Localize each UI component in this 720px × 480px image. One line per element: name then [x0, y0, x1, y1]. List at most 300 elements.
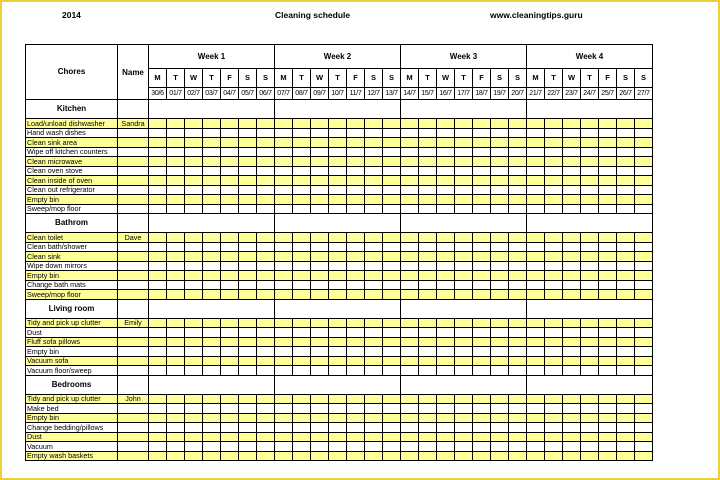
schedule-check-cell[interactable]: [365, 356, 383, 366]
schedule-check-cell[interactable]: [311, 280, 329, 290]
schedule-check-cell[interactable]: [383, 366, 401, 376]
schedule-check-cell[interactable]: [221, 290, 239, 300]
schedule-check-cell[interactable]: [203, 195, 221, 205]
schedule-check-cell[interactable]: [167, 318, 185, 328]
schedule-check-cell[interactable]: [437, 413, 455, 423]
schedule-check-cell[interactable]: [491, 432, 509, 442]
schedule-check-cell[interactable]: [455, 328, 473, 338]
schedule-check-cell[interactable]: [563, 185, 581, 195]
schedule-check-cell[interactable]: [527, 147, 545, 157]
schedule-check-cell[interactable]: [185, 119, 203, 129]
schedule-check-cell[interactable]: [185, 328, 203, 338]
assignee-cell[interactable]: [118, 413, 149, 423]
assignee-cell[interactable]: [118, 347, 149, 357]
schedule-check-cell[interactable]: [185, 356, 203, 366]
schedule-check-cell[interactable]: [419, 176, 437, 186]
schedule-check-cell[interactable]: [473, 138, 491, 148]
schedule-check-cell[interactable]: [149, 128, 167, 138]
schedule-check-cell[interactable]: [203, 280, 221, 290]
schedule-check-cell[interactable]: [455, 119, 473, 129]
schedule-check-cell[interactable]: [275, 432, 293, 442]
schedule-check-cell[interactable]: [239, 233, 257, 243]
schedule-check-cell[interactable]: [365, 366, 383, 376]
schedule-check-cell[interactable]: [257, 337, 275, 347]
schedule-check-cell[interactable]: [185, 128, 203, 138]
schedule-check-cell[interactable]: [509, 147, 527, 157]
chore-label[interactable]: Hand wash dishes: [26, 128, 118, 138]
schedule-check-cell[interactable]: [635, 204, 653, 214]
schedule-check-cell[interactable]: [311, 128, 329, 138]
schedule-check-cell[interactable]: [617, 423, 635, 433]
schedule-check-cell[interactable]: [527, 423, 545, 433]
schedule-check-cell[interactable]: [257, 413, 275, 423]
schedule-check-cell[interactable]: [329, 413, 347, 423]
schedule-check-cell[interactable]: [329, 261, 347, 271]
schedule-check-cell[interactable]: [509, 157, 527, 167]
schedule-check-cell[interactable]: [239, 271, 257, 281]
schedule-check-cell[interactable]: [149, 271, 167, 281]
schedule-check-cell[interactable]: [545, 366, 563, 376]
schedule-check-cell[interactable]: [365, 204, 383, 214]
schedule-check-cell[interactable]: [581, 318, 599, 328]
schedule-check-cell[interactable]: [617, 147, 635, 157]
schedule-check-cell[interactable]: [383, 404, 401, 414]
schedule-check-cell[interactable]: [401, 347, 419, 357]
schedule-check-cell[interactable]: [167, 356, 185, 366]
chore-label[interactable]: Empty bin: [26, 413, 118, 423]
schedule-check-cell[interactable]: [149, 166, 167, 176]
schedule-check-cell[interactable]: [149, 413, 167, 423]
schedule-check-cell[interactable]: [257, 261, 275, 271]
assignee-cell[interactable]: [118, 328, 149, 338]
schedule-check-cell[interactable]: [563, 413, 581, 423]
schedule-check-cell[interactable]: [203, 261, 221, 271]
schedule-check-cell[interactable]: [257, 138, 275, 148]
assignee-cell[interactable]: [118, 271, 149, 281]
schedule-check-cell[interactable]: [239, 356, 257, 366]
schedule-check-cell[interactable]: [149, 347, 167, 357]
schedule-check-cell[interactable]: [257, 176, 275, 186]
schedule-check-cell[interactable]: [473, 185, 491, 195]
schedule-check-cell[interactable]: [167, 394, 185, 404]
schedule-check-cell[interactable]: [401, 413, 419, 423]
schedule-check-cell[interactable]: [581, 413, 599, 423]
schedule-check-cell[interactable]: [455, 157, 473, 167]
schedule-check-cell[interactable]: [203, 233, 221, 243]
schedule-check-cell[interactable]: [491, 138, 509, 148]
schedule-check-cell[interactable]: [239, 423, 257, 433]
schedule-check-cell[interactable]: [257, 394, 275, 404]
schedule-check-cell[interactable]: [221, 128, 239, 138]
schedule-check-cell[interactable]: [455, 366, 473, 376]
schedule-check-cell[interactable]: [149, 442, 167, 452]
schedule-check-cell[interactable]: [437, 328, 455, 338]
schedule-check-cell[interactable]: [203, 347, 221, 357]
schedule-check-cell[interactable]: [329, 337, 347, 347]
schedule-check-cell[interactable]: [185, 233, 203, 243]
schedule-check-cell[interactable]: [617, 242, 635, 252]
schedule-check-cell[interactable]: [419, 451, 437, 461]
schedule-check-cell[interactable]: [401, 337, 419, 347]
schedule-check-cell[interactable]: [563, 404, 581, 414]
schedule-check-cell[interactable]: [455, 432, 473, 442]
schedule-check-cell[interactable]: [149, 423, 167, 433]
schedule-check-cell[interactable]: [401, 394, 419, 404]
schedule-check-cell[interactable]: [221, 337, 239, 347]
schedule-check-cell[interactable]: [509, 271, 527, 281]
schedule-check-cell[interactable]: [347, 290, 365, 300]
schedule-check-cell[interactable]: [635, 394, 653, 404]
schedule-check-cell[interactable]: [329, 128, 347, 138]
schedule-check-cell[interactable]: [617, 204, 635, 214]
schedule-check-cell[interactable]: [635, 366, 653, 376]
schedule-check-cell[interactable]: [347, 404, 365, 414]
schedule-check-cell[interactable]: [203, 328, 221, 338]
schedule-check-cell[interactable]: [167, 404, 185, 414]
schedule-check-cell[interactable]: [437, 356, 455, 366]
schedule-check-cell[interactable]: [311, 423, 329, 433]
schedule-check-cell[interactable]: [473, 157, 491, 167]
schedule-check-cell[interactable]: [221, 119, 239, 129]
schedule-check-cell[interactable]: [509, 242, 527, 252]
schedule-check-cell[interactable]: [257, 290, 275, 300]
schedule-check-cell[interactable]: [329, 185, 347, 195]
schedule-check-cell[interactable]: [401, 442, 419, 452]
assignee-cell[interactable]: [118, 356, 149, 366]
schedule-check-cell[interactable]: [455, 394, 473, 404]
schedule-check-cell[interactable]: [419, 318, 437, 328]
schedule-check-cell[interactable]: [473, 147, 491, 157]
schedule-check-cell[interactable]: [167, 204, 185, 214]
assignee-cell[interactable]: [118, 337, 149, 347]
schedule-check-cell[interactable]: [293, 337, 311, 347]
schedule-check-cell[interactable]: [311, 347, 329, 357]
schedule-check-cell[interactable]: [383, 119, 401, 129]
schedule-check-cell[interactable]: [185, 423, 203, 433]
schedule-check-cell[interactable]: [293, 147, 311, 157]
schedule-check-cell[interactable]: [599, 451, 617, 461]
assignee-cell[interactable]: [118, 138, 149, 148]
chore-label[interactable]: Vacuum: [26, 442, 118, 452]
schedule-check-cell[interactable]: [167, 128, 185, 138]
chore-label[interactable]: Tidy and pick up clutter: [26, 318, 118, 328]
schedule-check-cell[interactable]: [635, 147, 653, 157]
schedule-check-cell[interactable]: [257, 242, 275, 252]
schedule-check-cell[interactable]: [563, 442, 581, 452]
schedule-check-cell[interactable]: [185, 280, 203, 290]
schedule-check-cell[interactable]: [527, 280, 545, 290]
schedule-check-cell[interactable]: [473, 432, 491, 442]
schedule-check-cell[interactable]: [221, 413, 239, 423]
schedule-check-cell[interactable]: [239, 195, 257, 205]
schedule-check-cell[interactable]: [293, 423, 311, 433]
schedule-check-cell[interactable]: [275, 356, 293, 366]
chore-label[interactable]: Dust: [26, 328, 118, 338]
chore-label[interactable]: Empty bin: [26, 271, 118, 281]
schedule-check-cell[interactable]: [419, 423, 437, 433]
schedule-check-cell[interactable]: [401, 204, 419, 214]
schedule-check-cell[interactable]: [455, 280, 473, 290]
schedule-check-cell[interactable]: [167, 366, 185, 376]
schedule-check-cell[interactable]: [581, 157, 599, 167]
schedule-check-cell[interactable]: [257, 404, 275, 414]
schedule-check-cell[interactable]: [599, 271, 617, 281]
schedule-check-cell[interactable]: [563, 394, 581, 404]
schedule-check-cell[interactable]: [401, 356, 419, 366]
schedule-check-cell[interactable]: [617, 128, 635, 138]
schedule-check-cell[interactable]: [239, 290, 257, 300]
schedule-check-cell[interactable]: [239, 366, 257, 376]
schedule-check-cell[interactable]: [221, 394, 239, 404]
chore-label[interactable]: Clean out refrigerator: [26, 185, 118, 195]
schedule-check-cell[interactable]: [383, 242, 401, 252]
schedule-check-cell[interactable]: [365, 166, 383, 176]
schedule-check-cell[interactable]: [365, 119, 383, 129]
chore-label[interactable]: Clean oven stove: [26, 166, 118, 176]
schedule-check-cell[interactable]: [491, 119, 509, 129]
schedule-check-cell[interactable]: [311, 451, 329, 461]
schedule-check-cell[interactable]: [419, 166, 437, 176]
assignee-cell[interactable]: Dave: [118, 233, 149, 243]
schedule-check-cell[interactable]: [491, 195, 509, 205]
schedule-check-cell[interactable]: [383, 233, 401, 243]
schedule-check-cell[interactable]: [455, 252, 473, 262]
schedule-check-cell[interactable]: [509, 347, 527, 357]
schedule-check-cell[interactable]: [437, 451, 455, 461]
schedule-check-cell[interactable]: [599, 356, 617, 366]
schedule-check-cell[interactable]: [509, 337, 527, 347]
schedule-check-cell[interactable]: [293, 157, 311, 167]
schedule-check-cell[interactable]: [311, 242, 329, 252]
schedule-check-cell[interactable]: [293, 204, 311, 214]
schedule-check-cell[interactable]: [599, 261, 617, 271]
schedule-check-cell[interactable]: [491, 147, 509, 157]
schedule-check-cell[interactable]: [563, 337, 581, 347]
schedule-check-cell[interactable]: [167, 195, 185, 205]
schedule-check-cell[interactable]: [239, 185, 257, 195]
schedule-check-cell[interactable]: [311, 318, 329, 328]
schedule-check-cell[interactable]: [311, 119, 329, 129]
schedule-check-cell[interactable]: [167, 157, 185, 167]
schedule-check-cell[interactable]: [365, 328, 383, 338]
schedule-check-cell[interactable]: [545, 233, 563, 243]
schedule-check-cell[interactable]: [437, 347, 455, 357]
schedule-check-cell[interactable]: [419, 432, 437, 442]
schedule-check-cell[interactable]: [437, 195, 455, 205]
schedule-check-cell[interactable]: [203, 166, 221, 176]
schedule-check-cell[interactable]: [203, 176, 221, 186]
schedule-check-cell[interactable]: [527, 356, 545, 366]
schedule-check-cell[interactable]: [581, 432, 599, 442]
schedule-check-cell[interactable]: [347, 337, 365, 347]
schedule-check-cell[interactable]: [437, 442, 455, 452]
schedule-check-cell[interactable]: [563, 166, 581, 176]
schedule-check-cell[interactable]: [383, 328, 401, 338]
schedule-check-cell[interactable]: [437, 242, 455, 252]
schedule-check-cell[interactable]: [167, 290, 185, 300]
schedule-check-cell[interactable]: [419, 147, 437, 157]
schedule-check-cell[interactable]: [545, 451, 563, 461]
assignee-cell[interactable]: [118, 290, 149, 300]
schedule-check-cell[interactable]: [167, 261, 185, 271]
schedule-check-cell[interactable]: [617, 432, 635, 442]
schedule-check-cell[interactable]: [329, 195, 347, 205]
schedule-check-cell[interactable]: [329, 356, 347, 366]
schedule-check-cell[interactable]: [581, 290, 599, 300]
schedule-check-cell[interactable]: [509, 423, 527, 433]
schedule-check-cell[interactable]: [527, 432, 545, 442]
schedule-check-cell[interactable]: [581, 347, 599, 357]
schedule-check-cell[interactable]: [149, 280, 167, 290]
schedule-check-cell[interactable]: [581, 337, 599, 347]
schedule-check-cell[interactable]: [347, 157, 365, 167]
schedule-check-cell[interactable]: [221, 366, 239, 376]
schedule-check-cell[interactable]: [221, 271, 239, 281]
schedule-check-cell[interactable]: [221, 138, 239, 148]
schedule-check-cell[interactable]: [329, 252, 347, 262]
schedule-check-cell[interactable]: [563, 328, 581, 338]
schedule-check-cell[interactable]: [347, 119, 365, 129]
schedule-check-cell[interactable]: [545, 318, 563, 328]
schedule-check-cell[interactable]: [221, 328, 239, 338]
schedule-check-cell[interactable]: [239, 166, 257, 176]
schedule-check-cell[interactable]: [239, 442, 257, 452]
schedule-check-cell[interactable]: [149, 204, 167, 214]
schedule-check-cell[interactable]: [581, 280, 599, 290]
schedule-check-cell[interactable]: [221, 347, 239, 357]
schedule-check-cell[interactable]: [401, 280, 419, 290]
schedule-check-cell[interactable]: [491, 356, 509, 366]
schedule-check-cell[interactable]: [329, 432, 347, 442]
schedule-check-cell[interactable]: [185, 432, 203, 442]
schedule-check-cell[interactable]: [635, 128, 653, 138]
schedule-check-cell[interactable]: [311, 404, 329, 414]
assignee-cell[interactable]: [118, 432, 149, 442]
schedule-check-cell[interactable]: [491, 394, 509, 404]
schedule-check-cell[interactable]: [149, 290, 167, 300]
schedule-check-cell[interactable]: [239, 280, 257, 290]
schedule-check-cell[interactable]: [545, 147, 563, 157]
schedule-check-cell[interactable]: [401, 176, 419, 186]
schedule-check-cell[interactable]: [599, 138, 617, 148]
schedule-check-cell[interactable]: [563, 290, 581, 300]
schedule-check-cell[interactable]: [293, 233, 311, 243]
schedule-check-cell[interactable]: [581, 185, 599, 195]
schedule-check-cell[interactable]: [563, 451, 581, 461]
schedule-check-cell[interactable]: [347, 242, 365, 252]
schedule-check-cell[interactable]: [275, 271, 293, 281]
schedule-check-cell[interactable]: [491, 271, 509, 281]
schedule-check-cell[interactable]: [617, 271, 635, 281]
schedule-check-cell[interactable]: [257, 204, 275, 214]
schedule-check-cell[interactable]: [203, 394, 221, 404]
schedule-check-cell[interactable]: [473, 271, 491, 281]
schedule-check-cell[interactable]: [419, 290, 437, 300]
schedule-check-cell[interactable]: [293, 176, 311, 186]
schedule-check-cell[interactable]: [419, 204, 437, 214]
schedule-check-cell[interactable]: [455, 347, 473, 357]
schedule-check-cell[interactable]: [329, 404, 347, 414]
schedule-check-cell[interactable]: [293, 119, 311, 129]
schedule-check-cell[interactable]: [221, 242, 239, 252]
schedule-check-cell[interactable]: [599, 166, 617, 176]
schedule-check-cell[interactable]: [383, 280, 401, 290]
schedule-check-cell[interactable]: [635, 261, 653, 271]
schedule-check-cell[interactable]: [257, 318, 275, 328]
schedule-check-cell[interactable]: [419, 138, 437, 148]
schedule-check-cell[interactable]: [365, 195, 383, 205]
schedule-check-cell[interactable]: [509, 290, 527, 300]
schedule-check-cell[interactable]: [509, 366, 527, 376]
schedule-check-cell[interactable]: [419, 119, 437, 129]
schedule-check-cell[interactable]: [401, 252, 419, 262]
schedule-check-cell[interactable]: [221, 166, 239, 176]
schedule-check-cell[interactable]: [257, 195, 275, 205]
schedule-check-cell[interactable]: [275, 413, 293, 423]
schedule-check-cell[interactable]: [167, 423, 185, 433]
schedule-check-cell[interactable]: [347, 328, 365, 338]
schedule-check-cell[interactable]: [509, 128, 527, 138]
schedule-check-cell[interactable]: [581, 404, 599, 414]
schedule-check-cell[interactable]: [329, 147, 347, 157]
schedule-check-cell[interactable]: [455, 261, 473, 271]
schedule-check-cell[interactable]: [149, 337, 167, 347]
schedule-check-cell[interactable]: [185, 271, 203, 281]
schedule-check-cell[interactable]: [257, 271, 275, 281]
schedule-check-cell[interactable]: [203, 271, 221, 281]
schedule-check-cell[interactable]: [617, 404, 635, 414]
schedule-check-cell[interactable]: [455, 185, 473, 195]
schedule-check-cell[interactable]: [257, 451, 275, 461]
schedule-check-cell[interactable]: [545, 157, 563, 167]
schedule-check-cell[interactable]: [203, 138, 221, 148]
schedule-check-cell[interactable]: [545, 128, 563, 138]
schedule-check-cell[interactable]: [635, 337, 653, 347]
schedule-check-cell[interactable]: [527, 119, 545, 129]
schedule-check-cell[interactable]: [455, 318, 473, 328]
schedule-check-cell[interactable]: [563, 423, 581, 433]
schedule-check-cell[interactable]: [185, 176, 203, 186]
schedule-check-cell[interactable]: [221, 147, 239, 157]
schedule-check-cell[interactable]: [491, 328, 509, 338]
schedule-check-cell[interactable]: [203, 242, 221, 252]
schedule-check-cell[interactable]: [437, 404, 455, 414]
schedule-check-cell[interactable]: [527, 204, 545, 214]
schedule-check-cell[interactable]: [635, 413, 653, 423]
schedule-check-cell[interactable]: [635, 242, 653, 252]
schedule-check-cell[interactable]: [203, 432, 221, 442]
schedule-check-cell[interactable]: [167, 166, 185, 176]
schedule-check-cell[interactable]: [491, 128, 509, 138]
schedule-check-cell[interactable]: [347, 280, 365, 290]
schedule-check-cell[interactable]: [437, 290, 455, 300]
schedule-check-cell[interactable]: [257, 356, 275, 366]
schedule-check-cell[interactable]: [617, 185, 635, 195]
assignee-cell[interactable]: John: [118, 394, 149, 404]
schedule-check-cell[interactable]: [563, 318, 581, 328]
schedule-check-cell[interactable]: [599, 119, 617, 129]
schedule-check-cell[interactable]: [581, 166, 599, 176]
schedule-check-cell[interactable]: [473, 318, 491, 328]
schedule-check-cell[interactable]: [617, 337, 635, 347]
schedule-check-cell[interactable]: [203, 119, 221, 129]
schedule-check-cell[interactable]: [581, 356, 599, 366]
schedule-check-cell[interactable]: [185, 451, 203, 461]
schedule-check-cell[interactable]: [275, 442, 293, 452]
schedule-check-cell[interactable]: [311, 204, 329, 214]
schedule-check-cell[interactable]: [185, 290, 203, 300]
schedule-check-cell[interactable]: [293, 290, 311, 300]
